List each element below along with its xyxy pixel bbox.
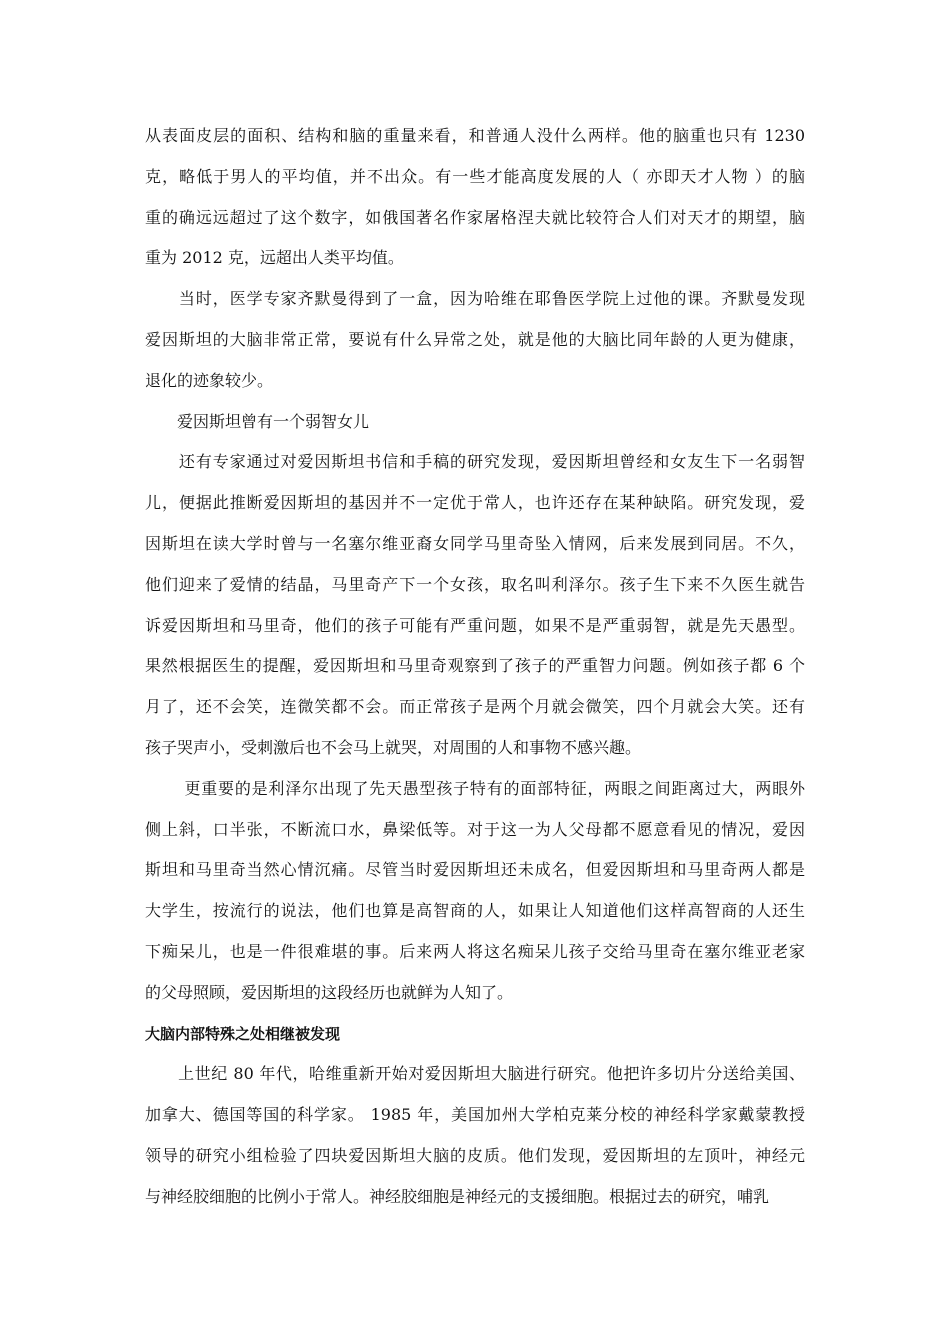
paragraph-line: 儿，便据此推断爱因斯坦的基因并不一定优于常人，也许还存在某种缺陷。研究发现，爱	[145, 493, 805, 512]
paragraph-line: 爱因斯坦曾有一个弱智女儿	[145, 412, 370, 431]
paragraph-line: 果然根据医生的提醒，爱因斯坦和马里奇观察到了孩子的严重智力问题。例如孩子都 6 个	[145, 656, 805, 675]
paragraph-line: 孩子哭声小，受刺激后也不会马上就哭，对周围的人和事物不感兴趣。	[145, 738, 642, 757]
paragraph-line: 爱因斯坦的大脑非常正常，要说有什么异常之处，就是他的大脑比同年龄的人更为健康，	[145, 330, 805, 349]
paragraph-line: 诉爱因斯坦和马里奇，他们的孩子可能有严重问题，如果不是严重弱智，就是先天愚型。	[145, 616, 805, 635]
paragraph-line: 与神经胶细胞的比例小于常人。神经胶细胞是神经元的支援细胞。根据过去的研究，哺乳	[145, 1187, 770, 1206]
paragraph-line: 还有专家通过对爱因斯坦书信和手稿的研究发现，爱因斯坦曾经和女友生下一名弱智	[145, 452, 805, 471]
paragraph-line: 从表面皮层的面积、结构和脑的重量来看，和普通人没什么两样。他的脑重也只有 1230	[145, 126, 805, 145]
section-heading: 大脑内部特殊之处相继被发现	[145, 1025, 341, 1043]
paragraph-line: 加拿大、德国等国的科学家。 1985 年，美国加州大学柏克莱分校的神经科学家戴蒙教授	[145, 1105, 805, 1124]
paragraph-line: 月了，还不会笑，连微笑都不会。而正常孩子是两个月就会微笑，四个月就会大笑。还有	[145, 697, 805, 716]
paragraph-line: 下痴呆儿，也是一件很难堪的事。后来两人将这名痴呆儿孩子交给马里奇在塞尔维亚老家	[145, 942, 805, 961]
paragraph-line: 更重要的是利泽尔出现了先天愚型孩子特有的面部特征，两眼之间距离过大，两眼外	[145, 779, 805, 798]
paragraph-line: 克，略低于男人的平均值，并不出众。有一些才能高度发展的人（ 亦即天才人物 ）的脑	[145, 167, 805, 186]
paragraph-line: 领导的研究小组检验了四块爱因斯坦大脑的皮质。他们发现，爱因斯坦的左顶叶，神经元	[145, 1146, 805, 1165]
paragraph-line: 斯坦和马里奇当然心情沉痛。尽管当时爱因斯坦还未成名，但爱因斯坦和马里奇两人都是	[145, 860, 805, 879]
paragraph-line: 上世纪 80 年代，哈维重新开始对爱因斯坦大脑进行研究。他把许多切片分送给美国、	[145, 1064, 805, 1083]
paragraph-line: 当时，医学专家齐默曼得到了一盒，因为哈维在耶鲁医学院上过他的课。齐默曼发现	[145, 289, 805, 308]
paragraph-line: 侧上斜，口半张，不断流口水，鼻梁低等。对于这一为人父母都不愿意看见的情况，爱因	[145, 820, 805, 839]
paragraph-line: 他们迎来了爱情的结晶，马里奇产下一个女孩，取名叫利泽尔。孩子生下来不久医生就告	[145, 575, 805, 594]
paragraph-line: 大学生，按流行的说法，他们也算是高智商的人，如果让人知道他们这样高智商的人还生	[145, 901, 805, 920]
paragraph-line: 重的确远远超过了这个数字，如俄国著名作家屠格涅夫就比较符合人们对天才的期望，脑	[145, 208, 805, 227]
paragraph-line: 重为 2012 克，远超出人类平均值。	[145, 248, 404, 267]
paragraph-line: 因斯坦在读大学时曾与一名塞尔维亚裔女同学马里奇坠入情网，后来发展到同居。不久，	[145, 534, 805, 553]
paragraph-line: 的父母照顾，爱因斯坦的这段经历也就鲜为人知了。	[145, 983, 514, 1002]
paragraph-line: 退化的迹象较少。	[145, 371, 274, 390]
